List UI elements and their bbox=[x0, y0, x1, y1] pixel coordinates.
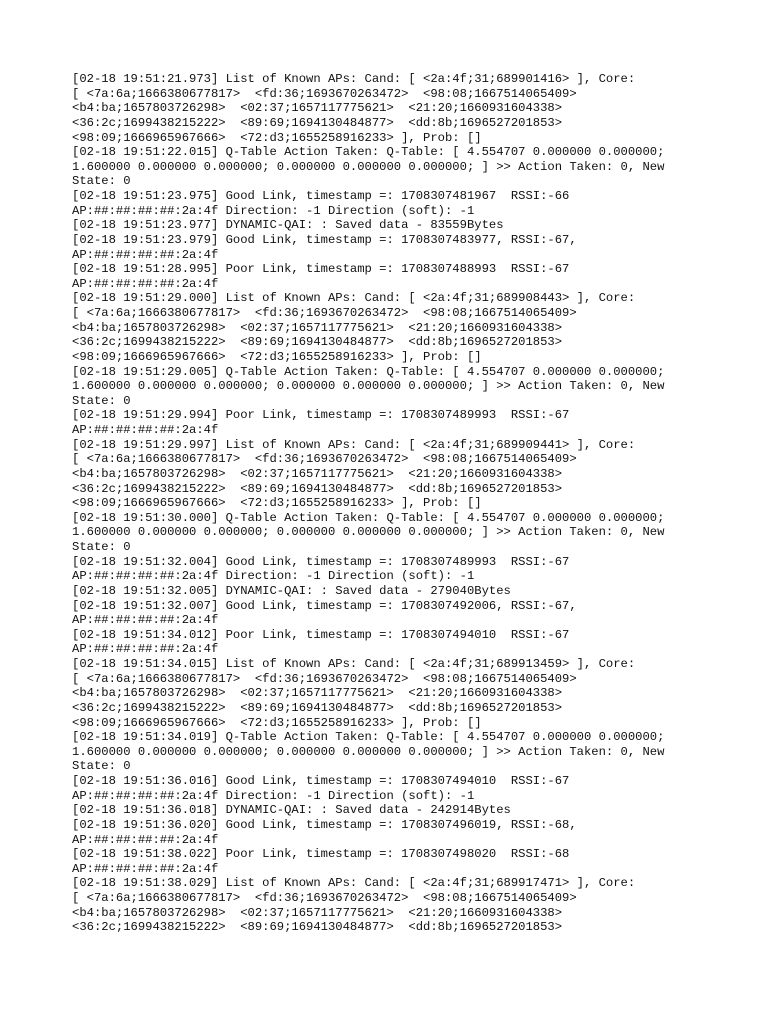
log-line: [ <7a:6a;1666380677817> <fd:36;1693670263472> <98:08;1667514065409> bbox=[72, 891, 577, 905]
log-line: State: 0 bbox=[72, 174, 131, 189]
log-line: [02-18 19:51:36.016] Good Link, timestamp =: 1708307494010 RSSI:-67 bbox=[72, 774, 570, 788]
log-line: [ <7a:6a;1666380677817> <fd:36;1693670263472> <98:08;1667514065409> bbox=[72, 306, 577, 320]
log-line: State: 0 bbox=[72, 540, 131, 554]
log-line: <36:2c;1699438215222> <89:69;1694130484877> <dd:8b;1696527201853> bbox=[72, 481, 563, 496]
log-line: <b4:ba;1657803726298> <02:37;1657117775621> <21:20;1660931604338> bbox=[72, 905, 563, 920]
log-line: <98:09;1666965967666> <72:d3;1655258916233> ], Prob: [] bbox=[72, 130, 482, 145]
log-line: 1.600000 0.000000 0.000000; 0.000000 0.000000 0.000000; ] >> Action Taken: 0, New bbox=[72, 744, 665, 759]
log-line: [02-18 19:51:32.007] Good Link, timestamp =: 1708307492006, RSSI:-67, bbox=[72, 598, 577, 613]
log-line: <36:2c;1699438215222> <89:69;1694130484877> <dd:8b;1696527201853> bbox=[72, 335, 563, 350]
log-line: <b4:ba;1657803726298> <02:37;1657117775621> <21:20;1660931604338> bbox=[72, 466, 563, 481]
log-line: AP:##:##:##:##:2a:4f bbox=[72, 832, 219, 847]
log-line: 1.600000 0.000000 0.000000; 0.000000 0.000000 0.000000; ] >> Action Taken: 0, New bbox=[72, 379, 665, 394]
log-line: [02-18 19:51:32.004] Good Link, timestamp =: 1708307489993 RSSI:-67 bbox=[72, 554, 570, 569]
log-line: <36:2c;1699438215222> <89:69;1694130484877> <dd:8b;1696527201853> bbox=[72, 115, 563, 130]
log-line: <b4:ba;1657803726298> <02:37;1657117775621> <21:20;1660931604338> bbox=[72, 101, 563, 116]
log-line: [02-18 19:51:34.019] Q-Table Action Taken: Q-Table: [ 4.554707 0.000000 0.000000; bbox=[72, 730, 665, 745]
log-line: [ <7a:6a;1666380677817> <fd:36;1693670263472> <98:08;1667514065409> bbox=[72, 86, 577, 101]
log-line: <98:09;1666965967666> <72:d3;1655258916233> ], Prob: [] bbox=[72, 349, 482, 364]
log-line: 1.600000 0.000000 0.000000; 0.000000 0.000000 0.000000; ] >> Action Taken: 0, New bbox=[72, 159, 665, 174]
log-text-block bbox=[72, 72, 712, 935]
log-line: <b4:ba;1657803726298> <02:37;1657117775621> <21:20;1660931604338> bbox=[72, 320, 563, 335]
log-line: AP:##:##:##:##:2a:4f bbox=[72, 613, 219, 628]
log-line: <36:2c;1699438215222> <89:69;1694130484877> <dd:8b;1696527201853> bbox=[72, 700, 563, 715]
log-line: [02-18 19:51:22.015] Q-Table Action Taken: Q-Table: [ 4.554707 0.000000 0.000000; bbox=[72, 145, 665, 160]
log-line: [02-18 19:51:38.022] Poor Link, timestamp =: 1708307498020 RSSI:-68 bbox=[72, 847, 570, 862]
log-line: AP:##:##:##:##:2a:4f Direction: -1 Direction (soft): -1 bbox=[72, 203, 475, 218]
log-line: [02-18 19:51:28.995] Poor Link, timestamp =: 1708307488993 RSSI:-67 bbox=[72, 262, 570, 277]
log-line: State: 0 bbox=[72, 393, 131, 408]
log-line: AP:##:##:##:##:2a:4f bbox=[72, 423, 219, 437]
log-line: <b4:ba;1657803726298> <02:37;1657117775621> <21:20;1660931604338> bbox=[72, 686, 563, 701]
log-line: 1.600000 0.000000 0.000000; 0.000000 0.000000 0.000000; ] >> Action Taken: 0, New bbox=[72, 525, 665, 540]
log-line: AP:##:##:##:##:2a:4f Direction: -1 Direction (soft): -1 bbox=[72, 788, 475, 803]
log-line: [02-18 19:51:21.973] List of Known APs: Cand: [ <2a:4f;31;689901416> ], Core: bbox=[72, 72, 636, 86]
log-line: AP:##:##:##:##:2a:4f bbox=[72, 861, 219, 876]
log-line: [02-18 19:51:36.018] DYNAMIC-QAI: : Saved data - 242914Bytes bbox=[72, 803, 511, 818]
log-line: AP:##:##:##:##:2a:4f bbox=[72, 276, 219, 291]
log-line: [02-18 19:51:34.012] Poor Link, timestamp =: 1708307494010 RSSI:-67 bbox=[72, 627, 570, 642]
log-line: AP:##:##:##:##:2a:4f bbox=[72, 642, 219, 657]
log-line: [02-18 19:51:23.977] DYNAMIC-QAI: : Saved data - 83559Bytes bbox=[72, 218, 504, 233]
log-line: [02-18 19:51:32.005] DYNAMIC-QAI: : Saved data - 279040Bytes bbox=[72, 583, 511, 598]
log-line: [02-18 19:51:23.975] Good Link, timestamp =: 1708307481967 RSSI:-66 bbox=[72, 189, 570, 203]
log-line: [02-18 19:51:36.020] Good Link, timestamp =: 1708307496019, RSSI:-68, bbox=[72, 817, 577, 832]
log-line: [02-18 19:51:29.005] Q-Table Action Taken: Q-Table: [ 4.554707 0.000000 0.000000; bbox=[72, 364, 665, 379]
log-line: AP:##:##:##:##:2a:4f Direction: -1 Direction (soft): -1 bbox=[72, 569, 475, 584]
log-line: [02-18 19:51:29.994] Poor Link, timestamp =: 1708307489993 RSSI:-67 bbox=[72, 408, 570, 423]
log-line: [02-18 19:51:34.015] List of Known APs: Cand: [ <2a:4f;31;689913459> ], Core: bbox=[72, 657, 636, 671]
log-line: [02-18 19:51:29.000] List of Known APs: Cand: [ <2a:4f;31;689908443> ], Core: bbox=[72, 291, 636, 306]
log-line: <98:09;1666965967666> <72:d3;1655258916233> ], Prob: [] bbox=[72, 496, 482, 511]
log-line: State: 0 bbox=[72, 759, 131, 774]
log-line: [02-18 19:51:30.000] Q-Table Action Taken: Q-Table: [ 4.554707 0.000000 0.000000; bbox=[72, 510, 665, 525]
log-line: AP:##:##:##:##:2a:4f bbox=[72, 247, 219, 262]
log-line: [02-18 19:51:38.029] List of Known APs: Cand: [ <2a:4f;31;689917471> ], Core: bbox=[72, 876, 636, 891]
log-line: [02-18 19:51:29.997] List of Known APs: Cand: [ <2a:4f;31;689909441> ], Core: bbox=[72, 437, 636, 452]
log-line: [02-18 19:51:23.979] Good Link, timestamp =: 1708307483977, RSSI:-67, bbox=[72, 232, 577, 247]
log-line: <98:09;1666965967666> <72:d3;1655258916233> ], Prob: [] bbox=[72, 715, 482, 730]
log-line: [ <7a:6a;1666380677817> <fd:36;1693670263472> <98:08;1667514065409> bbox=[72, 452, 577, 467]
log-line: [ <7a:6a;1666380677817> <fd:36;1693670263472> <98:08;1667514065409> bbox=[72, 671, 577, 686]
log-line: <36:2c;1699438215222> <89:69;1694130484877> <dd:8b;1696527201853> bbox=[72, 920, 563, 935]
